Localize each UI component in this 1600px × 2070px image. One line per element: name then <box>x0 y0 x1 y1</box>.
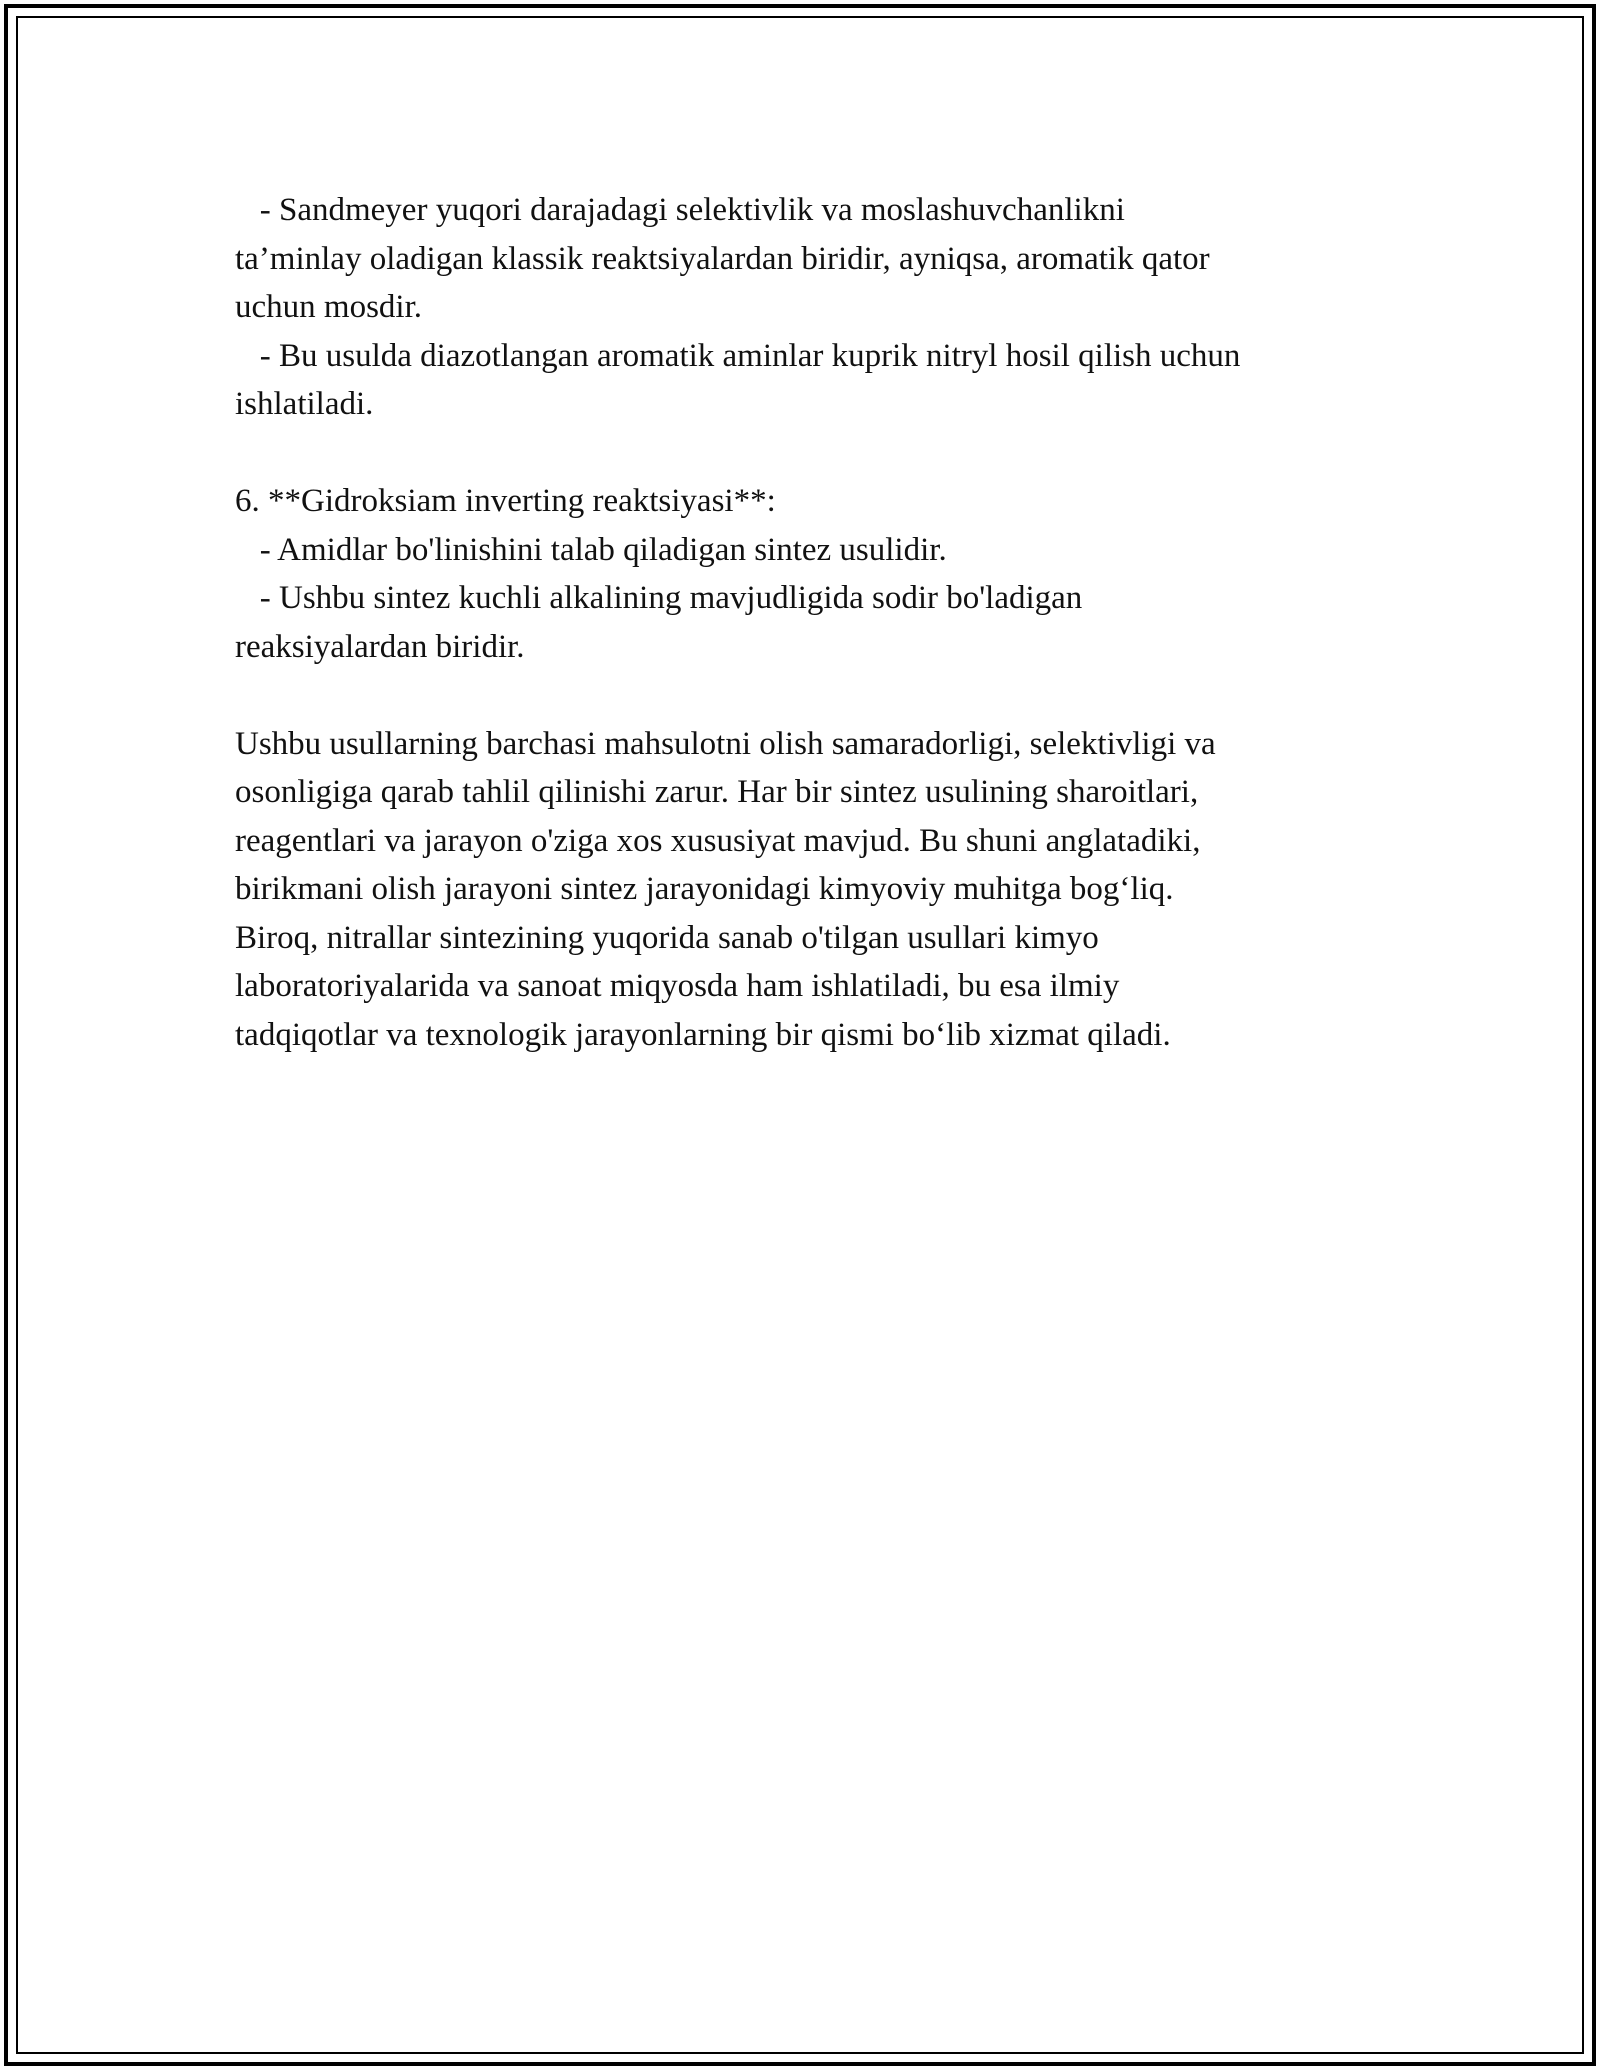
text-line: ta’minlay oladigan klassik reaktsiyalardan biridir, ayniqsa, aromatik qator <box>235 240 1210 277</box>
paragraph-gap <box>235 671 1375 720</box>
text-line: osonligiga qarab tahlil qilinishi zarur. Har bir sintez usulining sharoitlari, <box>235 774 1199 810</box>
text-line: Ushbu usullarning barchasi mahsulotni olish samaradorligi, selektivligi va <box>235 725 1216 762</box>
text-line: laboratoriyalarida va sanoat miqyosda ham ishlatiladi, bu esa ilmiy <box>235 968 1120 1004</box>
text-line: - Amidlar bo'linishini talab qiladigan sintez usulidir. <box>235 531 947 568</box>
text-line: - Ushbu sintez kuchli alkalining mavjudligida sodir bo'ladigan <box>235 580 1083 616</box>
section-heading: 6. **Gidroksiam inverting reaktsiyasi**: <box>235 483 776 519</box>
text-line: uchun mosdir. <box>235 289 422 325</box>
text-line: reagentlari va jarayon o'ziga xos xususiyat mavjud. Bu shuni anglatadiki, <box>235 822 1201 859</box>
text-line: ishlatiladi. <box>235 386 374 422</box>
text-line: - Bu usulda diazotlangan aromatik aminlar kuprik nitryl hosil qilish uchun <box>235 337 1241 374</box>
text-line: birikmani olish jarayoni sintez jarayonidagi kimyoviy muhitga bog‘liq. <box>235 871 1174 907</box>
document-body <box>235 186 1375 1059</box>
text-line: Biroq, nitrallar sintezining yuqorida sanab o'tilgan usullari kimyo <box>235 919 1099 956</box>
text-line: - Sandmeyer yuqori darajadagi selektivlik va moslashuvchanlikni <box>235 192 1125 228</box>
text-line: reaksiyalardan biridir. <box>235 628 525 665</box>
text-line: tadqiqotlar va texnologik jarayonlarning bir qismi bo‘lib xizmat qiladi. <box>235 1016 1171 1053</box>
paragraph-gap <box>235 429 1375 478</box>
